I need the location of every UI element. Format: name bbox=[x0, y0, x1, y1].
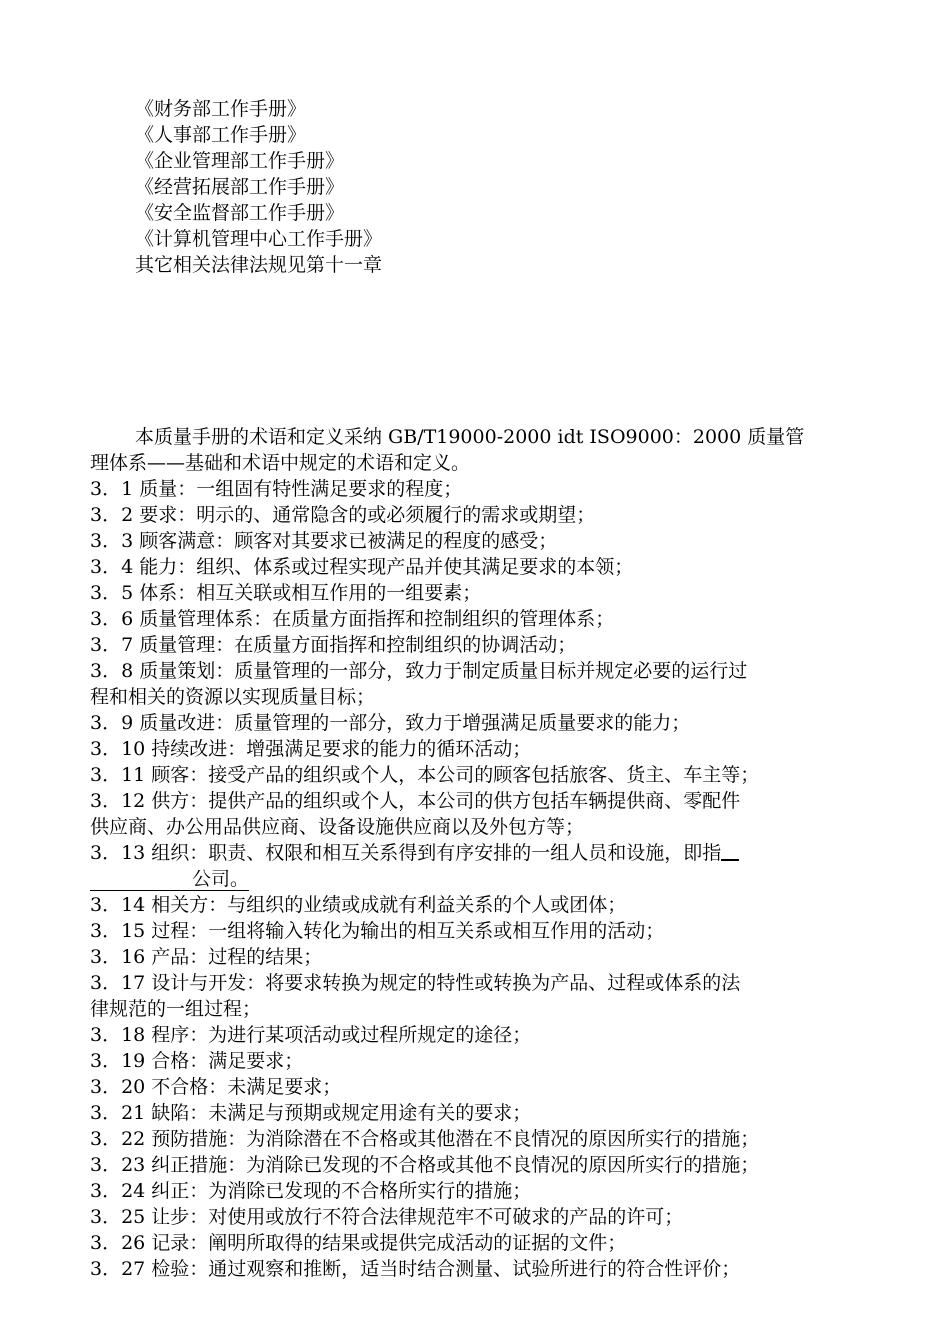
term-definition: 3．22 预防措施：为消除潜在不合格或其他潜在不良情况的原因所实行的措施； bbox=[90, 1128, 760, 1150]
fill-in-blank bbox=[721, 841, 739, 861]
term-definition: 3．7 质量管理：在质量方面指挥和控制组织的协调活动； bbox=[90, 634, 577, 656]
reference-note: 其它相关法律法规见第十一章 bbox=[135, 254, 383, 276]
term-definition: 3．4 能力：组织、体系或过程实现产品并使其满足要求的本领； bbox=[90, 556, 634, 578]
reference-item: 《安全监督部工作手册》 bbox=[135, 202, 345, 224]
term-definition: 3．12 供方：提供产品的组织或个人，本公司的供方包括车辆提供商、零配件 bbox=[90, 790, 741, 812]
term-definition: 3．25 让步：对使用或放行不符合法律规范牢不可破求的产品的许可； bbox=[90, 1206, 684, 1228]
term-definition: 3．6 质量管理体系：在质量方面指挥和控制组织的管理体系； bbox=[90, 608, 615, 630]
term-definition: 3．2 要求：明示的、通常隐含的或必须履行的需求或期望； bbox=[90, 504, 596, 526]
term-definition: 3．21 缺陷：未满足与预期或规定用途有关的要求； bbox=[90, 1102, 532, 1124]
intro-paragraph-line: 理体系——基础和术语中规定的术语和定义。 bbox=[90, 452, 471, 474]
term-definition: 3．27 检验：通过观察和推断，适当时结合测量、试验所进行的符合性评价； bbox=[90, 1258, 741, 1280]
term-definition: 3．20 不合格：未满足要求； bbox=[90, 1076, 342, 1098]
term-definition: 3．23 纠正措施：为消除已发现的不合格或其他不良情况的原因所实行的措施； bbox=[90, 1154, 760, 1176]
term-definition: 3．10 持续改进：增强满足要求的能力的循环活动； bbox=[90, 738, 532, 760]
term-definition: 3．1 质量：一组固有特性满足要求的程度； bbox=[90, 478, 463, 500]
term-text: 3．13 组织：职责、权限和相互关系得到有序安排的一组人员和设施，即指 bbox=[90, 842, 722, 864]
term-definition: 3．19 合格：满足要求； bbox=[90, 1050, 304, 1072]
term-definition: 3．9 质量改进：质量管理的一部分，致力于增强满足质量要求的能力； bbox=[90, 712, 691, 734]
reference-item: 《企业管理部工作手册》 bbox=[135, 150, 345, 172]
term-definition-continuation: 程和相关的资源以实现质量目标； bbox=[90, 686, 376, 708]
reference-item: 《经营拓展部工作手册》 bbox=[135, 176, 345, 198]
term-definition: 3．18 程序：为进行某项活动或过程所规定的途径； bbox=[90, 1024, 532, 1046]
term-definition: 3．8 质量策划：质量管理的一部分，致力于制定质量目标并规定必要的运行过 bbox=[90, 660, 748, 682]
term-definition: 3．14 相关方：与组织的业绩或成就有利益关系的个人或团体； bbox=[90, 894, 627, 916]
terms-section bbox=[90, 424, 870, 1282]
term-definition-continuation: 供应商、办公用品供应商、设备设施供应商以及外包方等； bbox=[90, 816, 585, 838]
term-definition: 3．3 顾客满意：顾客对其要求已被满足的程度的感受； bbox=[90, 530, 558, 552]
reference-item: 《财务部工作手册》 bbox=[135, 98, 307, 120]
underlined-company-name: 公司。 bbox=[90, 868, 249, 891]
term-definition: 3．17 设计与开发：将要求转换为规定的特性或转换为产品、过程或体系的法 bbox=[90, 972, 741, 994]
term-definition: 3．16 产品：过程的结果； bbox=[90, 946, 323, 968]
term-definition-continuation: 律规范的一组过程； bbox=[90, 998, 262, 1020]
reference-item: 《人事部工作手册》 bbox=[135, 124, 307, 146]
term-definition bbox=[90, 840, 870, 866]
term-definition: 3．5 体系：相互关联或相互作用的一组要素； bbox=[90, 582, 482, 604]
intro-paragraph-line: 本质量手册的术语和定义采纳 GB/T19000-2000 idt ISO9000：2000 质量管 bbox=[135, 426, 805, 448]
term-definition: 3．11 顾客：接受产品的组织或个人，本公司的顾客包括旅客、货主、车主等； bbox=[90, 764, 760, 786]
reference-list bbox=[135, 96, 382, 278]
term-definition: 3．26 记录：阐明所取得的结果或提供完成活动的证据的文件； bbox=[90, 1232, 627, 1254]
term-definition: 3．15 过程：一组将输入转化为输出的相互关系或相互作用的活动； bbox=[90, 920, 665, 942]
term-definition: 3．24 纠正：为消除已发现的不合格所实行的措施； bbox=[90, 1180, 532, 1202]
term-definition-continuation bbox=[90, 866, 870, 892]
reference-item: 《计算机管理中心工作手册》 bbox=[135, 228, 383, 250]
